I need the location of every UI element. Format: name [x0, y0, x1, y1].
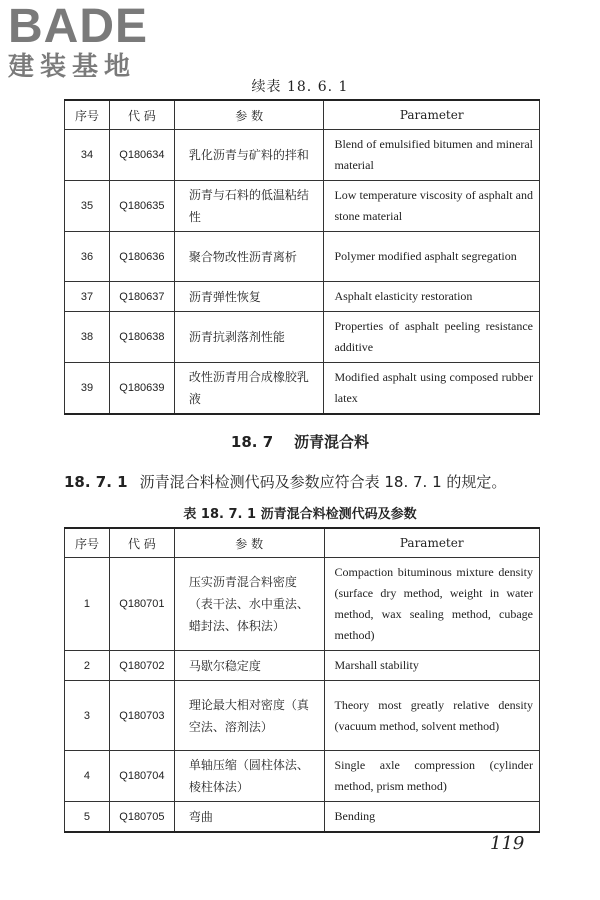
page-number: 119 — [490, 833, 525, 854]
header-parameter-en: Parameter — [324, 100, 540, 130]
clause-number: 18. 7. 1 — [64, 473, 128, 491]
row-code: Q180701 — [109, 558, 174, 651]
row-code: Q180636 — [109, 232, 174, 282]
row-param: 单轴压缩（圆柱体法、棱柱体法） — [174, 751, 324, 802]
row-no: 36 — [65, 232, 110, 282]
row-parameter-en: Compaction bituminous mixture density (surface dry method, weight in water method, wax sealing method, cubage method) — [324, 558, 540, 651]
section-number: 18. 7 — [230, 433, 274, 451]
row-no: 2 — [65, 651, 110, 681]
row-code: Q180704 — [109, 751, 174, 802]
header-parameter-en: Parameter — [324, 528, 540, 558]
header-param: 参 数 — [174, 100, 324, 130]
table-row — [65, 558, 540, 651]
row-no: 34 — [65, 130, 110, 181]
row-code: Q180703 — [109, 681, 174, 751]
row-no: 39 — [65, 363, 110, 415]
table-header-row — [65, 528, 540, 558]
header-param: 参 数 — [174, 528, 324, 558]
row-code: Q180705 — [109, 802, 174, 833]
row-param: 乳化沥青与矿料的拌和 — [174, 130, 324, 181]
row-code: Q180639 — [109, 363, 174, 415]
row-parameter-en: Blend of emulsified bitumen and mineral material — [324, 130, 540, 181]
clause-18-7-1 — [64, 471, 506, 492]
row-parameter-en: Theory most greatly relative density (vacuum method, solvent method) — [324, 681, 540, 751]
row-parameter-en: Properties of asphalt peeling resistance additive — [324, 312, 540, 363]
row-parameter-en: Asphalt elasticity restoration — [324, 282, 540, 312]
row-param: 聚合物改性沥青离析 — [174, 232, 324, 282]
table-row — [65, 232, 540, 282]
row-parameter-en: Single axle compression (cylinder method, prism method) — [324, 751, 540, 802]
table-row — [65, 651, 540, 681]
row-param: 压实沥青混合料密度（表干法、水中重法、蜡封法、体积法） — [174, 558, 324, 651]
row-parameter-en: Bending — [324, 802, 540, 833]
table-row — [65, 312, 540, 363]
table-18-6-1-continued — [64, 99, 540, 415]
row-code: Q180635 — [109, 181, 174, 232]
table-row — [65, 363, 540, 415]
table-18-7-1-title: 表 18. 7. 1 沥青混合料检测代码及参数 — [183, 507, 417, 522]
bade-logo — [8, 0, 178, 85]
table-row — [65, 181, 540, 232]
row-parameter-en: Low temperature viscosity of asphalt and stone material — [324, 181, 540, 232]
row-no: 38 — [65, 312, 110, 363]
row-param: 弯曲 — [174, 802, 324, 833]
header-no: 序号 — [65, 100, 110, 130]
row-code: Q180638 — [109, 312, 174, 363]
section-title: 沥青混合料 — [294, 433, 370, 451]
row-param: 沥青抗剥落剂性能 — [174, 312, 324, 363]
row-parameter-en: Marshall stability — [324, 651, 540, 681]
clause-text: 沥青混合料检测代码及参数应符合表 18. 7. 1 的规定。 — [139, 473, 507, 491]
row-parameter-en: Modified asphalt using composed rubber latex — [324, 363, 540, 415]
continued-table-title: 续表 18. 6. 1 — [251, 79, 349, 95]
row-no: 5 — [65, 802, 110, 833]
header-code: 代 码 — [109, 528, 174, 558]
row-code: Q180702 — [109, 651, 174, 681]
row-no: 4 — [65, 751, 110, 802]
row-param: 马歇尔稳定度 — [174, 651, 324, 681]
table-header-row — [65, 100, 540, 130]
row-no: 37 — [65, 282, 110, 312]
row-no: 1 — [65, 558, 110, 651]
header-code: 代 码 — [109, 100, 174, 130]
section-heading — [0, 431, 600, 452]
row-param: 改性沥青用合成橡胶乳液 — [174, 363, 324, 415]
table-row — [65, 282, 540, 312]
table-row — [65, 681, 540, 751]
table-row — [65, 802, 540, 833]
header-no: 序号 — [65, 528, 110, 558]
row-no: 35 — [65, 181, 110, 232]
table-18-7-1 — [64, 527, 540, 833]
row-param: 理论最大相对密度（真空法、溶剂法） — [174, 681, 324, 751]
table-row — [65, 130, 540, 181]
row-code: Q180634 — [109, 130, 174, 181]
row-code: Q180637 — [109, 282, 174, 312]
row-parameter-en: Polymer modified asphalt segregation — [324, 232, 540, 282]
logo-text-en: BADE — [8, 0, 149, 53]
row-param: 沥青与石料的低温粘结性 — [174, 181, 324, 232]
table-row — [65, 751, 540, 802]
row-param: 沥青弹性恢复 — [174, 282, 324, 312]
logo-text-zh: 建装基地 — [8, 52, 137, 82]
row-no: 3 — [65, 681, 110, 751]
